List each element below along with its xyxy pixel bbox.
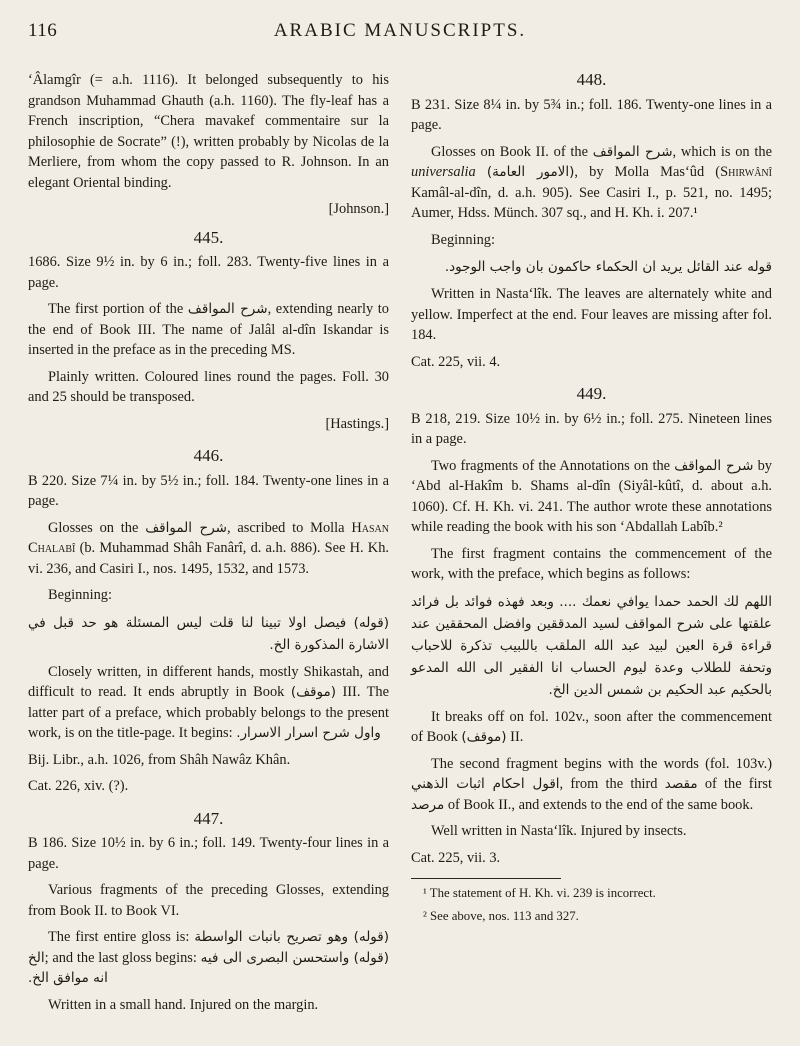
text-span: Closely written, in different hands, mostly Shikastah, and difficult to read. It ends abruptly in Book [28,663,389,700]
arabic-term: (الامور العامة) [486,164,575,180]
entry-number-449: 449. [576,384,607,403]
text-span: (b. Muhammad Shâh Fanârî, d. a.h. 886). See H. Kh. vi. 236, and Casiri I., nos. 1495, 1532, and 1573. [28,540,389,577]
entry-446-notes [28,662,389,744]
entry-447-first-gloss [28,927,389,989]
intro-paragraph: ‘Âlamgîr (= a.h. 1116). It belonged subsequently to his grandson Muhammad Ghauth (a.h. 1160). The fly-leaf has a French inscription, “Chera mavakef commentaire sur la philosophie de Socrate” (!), written probably by Nicolas de la Merliere, from whom the copy passed to R. Johnson. In an elegant Oriental binding. [28,72,389,191]
entry-449-size: B 218, 219. Size 10½ in. by 6½ in.; foll. 275. Nineteen lines in a page. [411,410,772,447]
arabic-title: شرح المواقف [187,301,268,317]
italic-term: universalia [411,164,476,180]
text-span: by ‘Abd al-Hakîm b. Shams al-dîn (Siyâl-kûtî, d. about a.h. 1060). Cf. H. Kh. vi. 241. The author wrote these annotations while reading the book with his son ‘Abdallah Labîb.² [411,457,772,535]
arabic-title: شرح المواقف [674,457,754,474]
entry-449-second-fragment [411,754,772,816]
text-span: , extending nearly to the end of Book III. The name of Jalâl al-dîn Iskandar is inserted in the preface as in the preceding MS. [28,301,389,358]
entry-448-catalogue: Cat. 225, vii. 4. [411,353,501,370]
entry-448-size: B 231. Size 8¼ in. by 5¾ in.; foll. 186. Twenty-one lines in a page. [411,96,772,133]
entry-445-signature: [Hastings.] [325,415,389,432]
arabic-quote: (قوله) واستحسن البصرى الى فيه انه موافق الخ. [28,949,389,986]
page-number: 116 [28,20,58,41]
text-span: III. The latter part of a preface, which probably belongs to the present work, is on the title-page. It begins: [28,684,389,741]
entry-446-description [28,518,389,580]
text-span: The first portion of the [48,301,184,317]
text-span: It breaks off on fol. 102v., soon after the commencement of Book [411,708,772,745]
author-name: Hasan Chalabî [28,519,389,556]
text-span: Kamâl-al-dîn, d. a.h. 905). See Casiri I., p. 521, no. 1495; Aumer, Hdss. Münch. 307 sq., and H. Kh. i. 207.¹ [411,184,772,221]
entry-449-first-fragment-end [411,707,772,748]
entry-448-beginning-label: Beginning: [431,231,495,248]
entry-446-catalogue: Cat. 226, xiv. (?). [28,778,129,794]
entry-448-notes: Written in Nasta‘lîk. The leaves are alternately white and yellow. Imperfect at the end. Four leaves are missing after fol. 184. [411,286,772,343]
left-column [28,70,389,1021]
text-span: , from the third [559,776,658,792]
running-title: ARABIC MANUSCRIPTS. [273,20,527,41]
entry-446-beginning-label: Beginning: [48,587,112,603]
entry-449-notes: Well written in Nasta‘lîk. Injured by insects. [431,823,687,839]
entry-448-beginning-arabic: قوله عند القائل يريد ان الحكماء حاكمون بان واجب الوجود. [444,259,772,275]
text-span: of Book II., and extends to the end of the same book. [447,796,754,813]
right-column [411,70,772,1021]
arabic-term: (موقف) [290,684,336,700]
text-columns [28,70,772,1021]
arabic-quote: واول شرح اسرار الاسرار. [236,725,381,741]
text-span: , ascribed to Molla [227,519,345,536]
footnote-divider [411,878,561,879]
text-span: ; and the last gloss begins: [44,949,197,966]
entry-447-notes: Written in a small hand. Injured on the margin. [48,996,319,1013]
text-span: II. [510,729,524,745]
text-span: , by Molla Mas‘ûd [574,164,705,180]
entry-446-beginning-arabic: (قوله) فيصل اولا تبينا لنا قلت ليس المسئلة هو حد قبل في الاشارة المذكورة الخ. [28,614,389,653]
arabic-term: مرصد [411,796,445,813]
footnote-1: ¹ The statement of H. Kh. vi. 239 is incorrect. [423,886,656,900]
entry-447-size: B 186. Size 10½ in. by 6 in.; foll. 149. Twenty-four lines in a page. [28,835,389,872]
footnote-2: ² See above, nos. 113 and 327. [423,909,579,923]
entry-445-notes: Plainly written. Coloured lines round the pages. Foll. 30 and 25 should be transposed. [28,368,389,405]
entry-448-description [411,142,772,224]
entry-449-catalogue: Cat. 225, vii. 3. [411,849,501,866]
text-span: , which is on the [672,143,772,160]
text-span: The second fragment begins with the words (fol. 103v.) [431,755,772,772]
text-span: The first entire gloss is: [48,929,190,945]
arabic-term: (موقف) [461,729,507,745]
entry-number-445: 445. [193,227,224,247]
arabic-quote: (قوله) وهو تصريح بانبات الواسطة الخ [28,929,389,966]
entry-445-size: 1686. Size 9½ in. by 6 in.; foll. 283. Twenty-five lines in a page. [28,254,389,291]
entry-number-446: 446. [193,446,224,465]
running-head [28,20,772,50]
entry-449-preface-intro: The first fragment contains the commencement of the work, with the preface, which begins as follows: [411,545,772,582]
entry-446-size: B 220. Size 7¼ in. by 5½ in.; foll. 184. Twenty-one lines in a page. [28,472,389,509]
entry-445-description [28,299,389,361]
text-span: of the first [704,776,772,792]
entry-number-447: 447. [193,808,224,828]
arabic-quote: اقول احكام اثبات الذهني [411,776,560,792]
entry-447-description: Various fragments of the preceding Glosses, extending from Book II. to Book VI. [28,882,389,919]
text-span: Glosses on Book II. of the [431,143,588,160]
entry-number-448: 448. [576,70,607,89]
author-name: (Shirwânî [715,164,772,180]
entry-446-provenance: Bij. Libr., a.h. 1026, from Shâh Nawâz Khân. [28,751,291,768]
entry-449-preface-arabic: اللهم لك الحمد حمدا يوافي نعمك .... وبعد فهذه فوائد بل فرائد علقتها على شرح المواقف لسيد المدققين وافضل المحققين عند قراءة قرة العين لبيد عبد الله الملقب باللبيب تذكرة للاحباب وتحفة للطلاب وعدة ليوم الحساب انا الفقير الى الله المدعو بالحكيم عبد الحكيم بن شمس الدين الخ. [411,593,772,698]
entry-449-description [411,456,772,538]
intro-signature: [Johnson.] [328,201,389,217]
text-span: Glosses on the [48,519,139,536]
arabic-term: مقصد [664,776,698,792]
text-span: Two fragments of the Annotations on the [431,457,671,474]
arabic-title: شرح المواقف [145,519,227,536]
arabic-title: شرح المواقف [592,143,673,160]
